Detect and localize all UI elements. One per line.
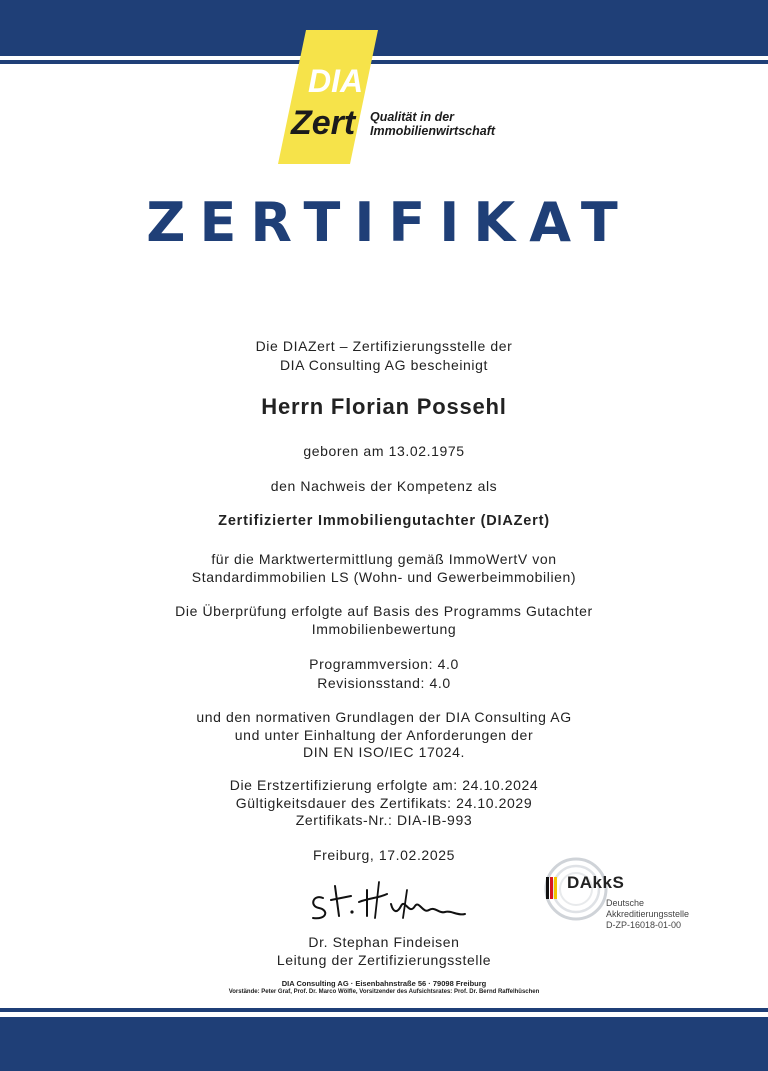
norms-line-3: DIN EN ISO/IEC 17024. xyxy=(303,744,465,760)
signer-name: Dr. Stephan Findeisen xyxy=(308,934,460,950)
intro-line-1: Die DIAZert – Zertifizierungsstelle der xyxy=(255,338,513,354)
first-certification: Die Erstzertifizierung erfolgte am: 24.10.2024 xyxy=(229,777,539,793)
program-version: Programmversion: 4.0 xyxy=(309,656,459,672)
signer-role: Leitung der Zertifizierungsstelle xyxy=(276,952,492,968)
dakks-caption xyxy=(606,898,689,931)
bottom-stripe xyxy=(0,1008,768,1012)
dakks-flag-black xyxy=(546,877,549,899)
logo-word-zert: Zert xyxy=(291,104,356,142)
dakks-wordmark: DAkkS xyxy=(567,873,625,892)
dakks-flag-red xyxy=(550,877,553,899)
handwritten-signature xyxy=(305,876,475,926)
footer-board: Vorstände: Peter Graf, Prof. Dr. Marco Wölfle, Vorsitzender des Aufsichtsrates: Prof. Dr. Bernd Raffelhüschen xyxy=(228,989,540,995)
scope-line-2: Standardimmobilien LS (Wohn- und Gewerbeimmobilien) xyxy=(191,569,577,585)
validity-period: Gültigkeitsdauer des Zertifikats: 24.10.2029 xyxy=(235,795,533,811)
top-band xyxy=(0,0,768,56)
logo-word-dia: DIA xyxy=(308,63,364,99)
intro-line-2: DIA Consulting AG bescheinigt xyxy=(279,357,489,373)
top-stripe xyxy=(0,60,768,64)
footer-address: DIA Consulting AG · Eisenbahnstraße 56 · 79098 Freiburg xyxy=(281,979,487,988)
certificate-title: ZERTIFIKAT xyxy=(146,191,632,254)
norms-line-2: und unter Einhaltung der Anforderungen der xyxy=(234,727,534,743)
place-and-date: Freiburg, 17.02.2025 xyxy=(313,847,455,863)
dakks-flag-gold xyxy=(554,877,557,899)
norms-line-1: und den normativen Grundlagen der DIA Consulting AG xyxy=(196,709,572,725)
logo-tagline xyxy=(370,110,495,138)
review-line-2: Immobilienbewertung xyxy=(311,621,457,637)
dakks-caption-line2: Akkreditierungsstelle xyxy=(606,909,690,919)
qualification-title: Zertifizierter Immobiliengutachter (DIAZert) xyxy=(218,513,550,529)
diazert-logo xyxy=(278,30,378,164)
dakks-caption-line1: Deutsche xyxy=(606,898,645,908)
scope-line-1: für die Marktwertermittlung gemäß ImmoWertV von xyxy=(211,551,557,567)
recipient-name: Herrn Florian Possehl xyxy=(261,394,507,419)
proof-line: den Nachweis der Kompetenz als xyxy=(270,478,498,494)
revision-status: Revisionsstand: 4.0 xyxy=(317,675,451,691)
birth-date: geboren am 13.02.1975 xyxy=(303,443,465,459)
bottom-band xyxy=(0,1017,768,1071)
logo-tagline-line2: Immobilienwirtschaft xyxy=(370,124,496,138)
dakks-accreditation-number: D-ZP-16018-01-00 xyxy=(606,920,682,930)
review-line-1: Die Überprüfung erfolgte auf Basis des Programms Gutachter xyxy=(175,603,593,619)
certificate-number: Zertifikats-Nr.: DIA-IB-993 xyxy=(295,812,473,828)
logo-tagline-line1: Qualität in der xyxy=(370,110,455,124)
